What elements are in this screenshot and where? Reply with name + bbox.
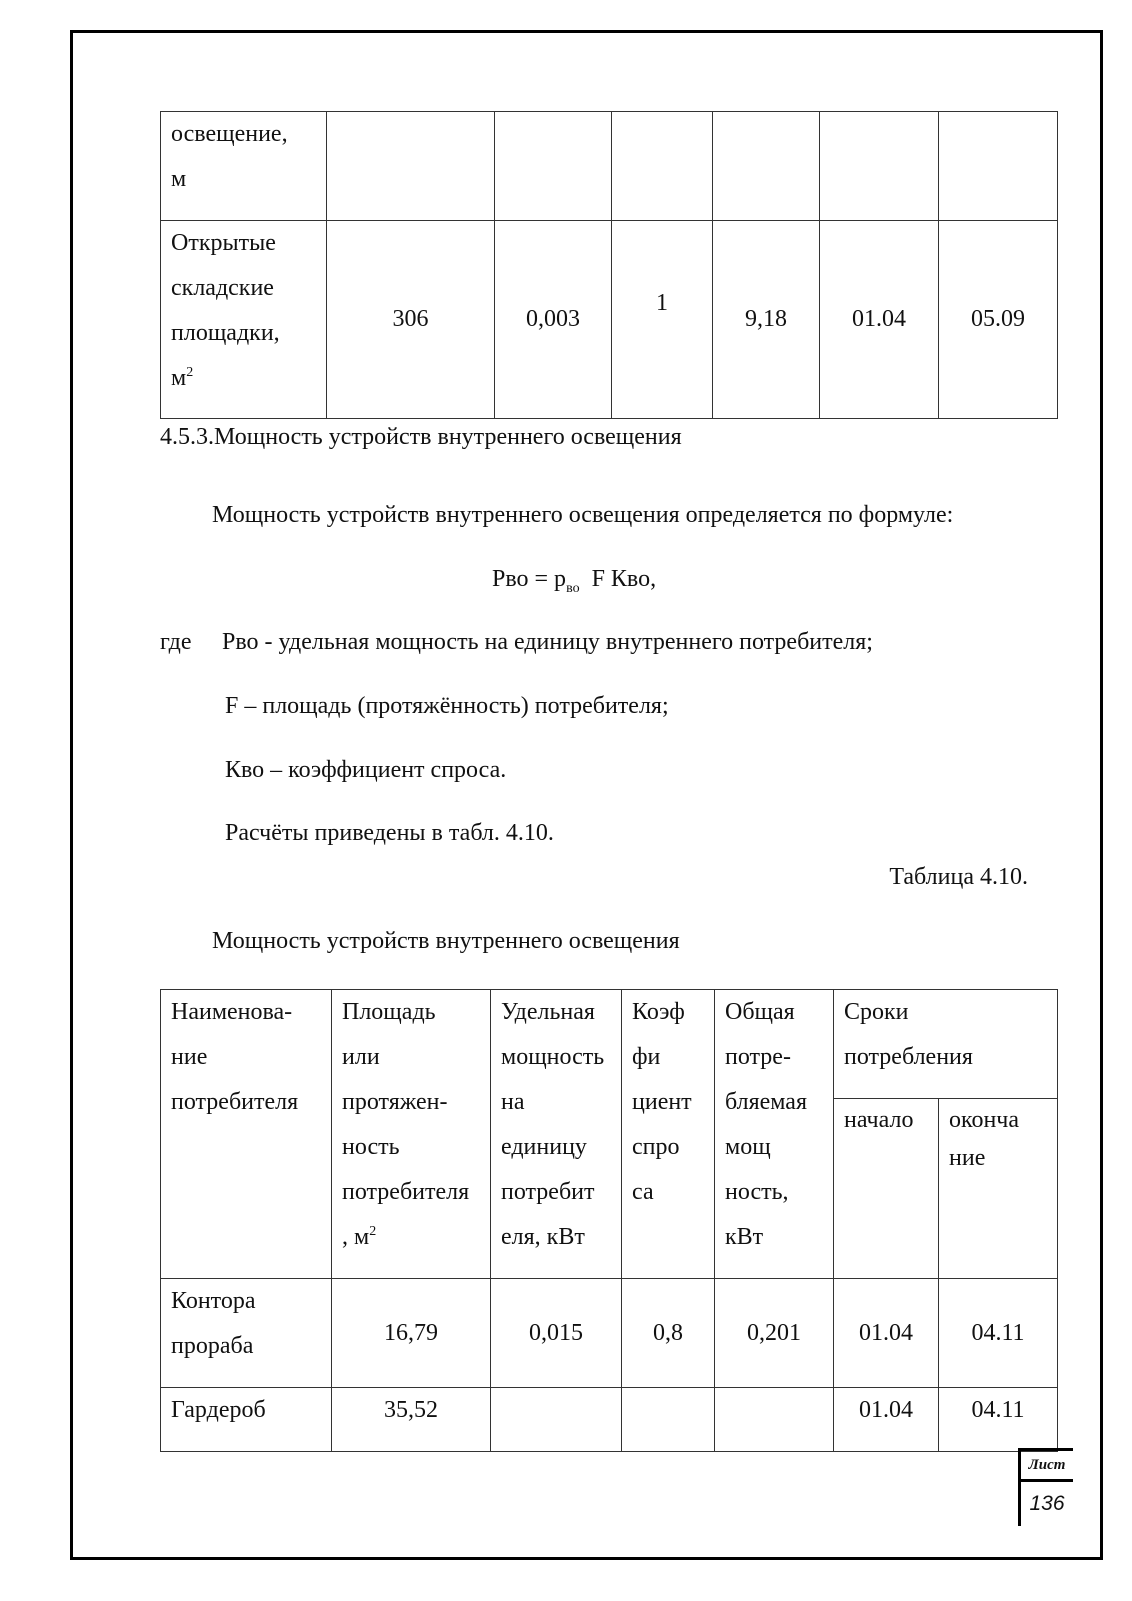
formula-left: Рво = р: [492, 566, 567, 592]
cell-area: 35,52: [332, 1388, 491, 1452]
cell-specific-power: 0,015: [491, 1279, 622, 1388]
formula-right: F Кво,: [591, 566, 657, 592]
intro-paragraph: Мощность устройств внутреннего освещения определяется по формуле:: [212, 502, 954, 528]
formula: [492, 564, 656, 594]
name-line: Открытые: [171, 230, 276, 256]
cell-specific-power: [491, 1388, 622, 1452]
calc-note: Расчёты приведены в табл. 4.10.: [225, 820, 554, 846]
cell-coef: 0,8: [622, 1279, 715, 1388]
table-row: [161, 1279, 1058, 1388]
definition-line: Кво – коэффициент спроса.: [225, 757, 507, 783]
table-4-10: [160, 989, 1058, 1452]
definition-line: F – площадь (протяжённость) потребителя;: [225, 693, 669, 719]
cell-name: освещение, м: [161, 112, 327, 221]
page-number: 136: [1029, 1492, 1065, 1515]
name-line: площадки,: [171, 320, 280, 346]
table-row: [161, 221, 1058, 419]
header-total-power: Общая потре- бляемая мощ ность, кВт: [715, 990, 834, 1279]
table-row: [161, 1388, 1058, 1452]
cell-end: 04.11: [939, 1279, 1058, 1388]
cell-end: 05.09: [939, 221, 1058, 419]
sheet-stamp: [1018, 1448, 1073, 1526]
table-row: [161, 112, 1058, 221]
table-label: Таблица 4.10.: [889, 864, 1028, 890]
cell-start: 01.04: [834, 1279, 939, 1388]
header-area-text: Площадь или протяжен- ность потребителя , м: [342, 999, 470, 1250]
cell-name: [161, 221, 327, 419]
cell-end: 04.11: [939, 1388, 1058, 1452]
cell-total-power: 0,201: [715, 1279, 834, 1388]
table-title: Мощность устройств внутреннего освещения: [212, 928, 680, 954]
header-end: оконча ние: [939, 1099, 1058, 1279]
table-header-row: [161, 990, 1058, 1099]
cell-specific-power: 0,003: [495, 221, 612, 419]
cell-coef: [622, 1388, 715, 1452]
cell-area: 306: [327, 221, 495, 419]
cell-total-power: 9,18: [713, 221, 820, 419]
definition-line: Рво - удельная мощность на единицу внутреннего потребителя;: [222, 629, 873, 655]
cell-name: Гардероб: [161, 1388, 332, 1452]
cell-empty: [612, 112, 713, 221]
name-line: м: [171, 365, 187, 391]
stamp-label: Лист: [1021, 1451, 1073, 1482]
header-start: начало: [834, 1099, 939, 1279]
cell-start: 01.04: [834, 1388, 939, 1452]
cell-empty: [820, 112, 939, 221]
cell-empty: [939, 112, 1058, 221]
table-top-continuation: [160, 111, 1058, 419]
cell-empty: [713, 112, 820, 221]
header-specific-power: Удельная мощность на единицу потребит еля, кВт: [491, 990, 622, 1279]
cell-area: 16,79: [332, 1279, 491, 1388]
header-coef: Коэф фи циент спро са: [622, 990, 715, 1279]
cell-total-power: [715, 1388, 834, 1452]
cell-start: 01.04: [820, 221, 939, 419]
cell-coef: 1: [612, 221, 713, 419]
header-name: Наименова- ние потребителя: [161, 990, 332, 1279]
header-area: [332, 990, 491, 1279]
cell-name: Контора прораба: [161, 1279, 332, 1388]
where-label: где: [160, 629, 192, 655]
unit-superscript: 2: [186, 365, 194, 380]
formula-subscript: во: [566, 580, 580, 596]
name-line: складские: [171, 275, 274, 301]
unit-superscript: 2: [369, 1224, 377, 1239]
header-period: Сроки потребления: [834, 990, 1058, 1099]
section-heading: 4.5.3.Мощность устройств внутреннего освещения: [160, 424, 682, 450]
cell-empty: [327, 112, 495, 221]
cell-empty: [495, 112, 612, 221]
